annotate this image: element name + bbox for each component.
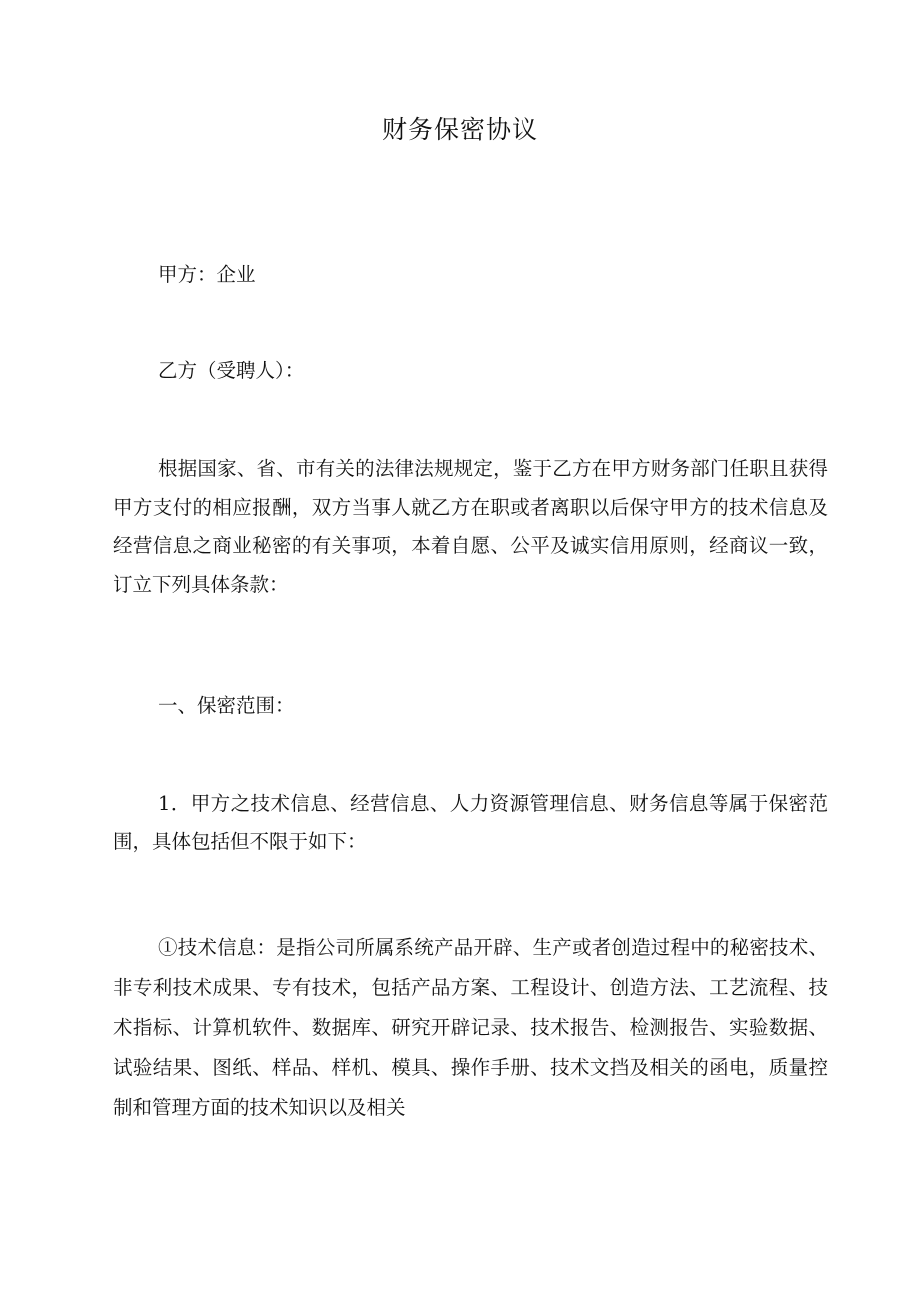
party-b-line: 乙方（受聘人）：: [158, 359, 305, 382]
tech-info-paragraph: ①技术信息：是指公司所属系统产品开辟、生产或者创造过程中的秘密技术、非专利技术成果、专有技术，包括产品方案、工程设计、创造方法、工艺流程、技术指标、计算机软件、数据库、研究开辟记录、技术报告、检测报告、实验数据、试验结果、图纸、样品、样机、模具、操作手册、技术文挡及相关的函电，质量控制和管理方面的技术知识以及相关: [113, 936, 828, 1119]
document-title: 财务保密协议: [381, 115, 538, 144]
intro-paragraph: 根据国家、省、市有关的法律法规规定，鉴于乙方在甲方财务部门任职且获得甲方支付的相应报酬，双方当事人就乙方在职或者离职以后保守甲方的技术信息及经营信息之商业秘密的有关事项，本着自愿、公平及诚实信用原则，经商议一致，订立下列具体条款：: [113, 457, 828, 596]
clause-1-paragraph: 1．甲方之技术信息、经营信息、人力资源管理信息、财务信息等属于保密范围，具体包括但不限于如下：: [113, 792, 828, 853]
section-heading-scope: 一、保密范围：: [158, 694, 295, 717]
party-a-line: 甲方：企业: [158, 263, 256, 286]
